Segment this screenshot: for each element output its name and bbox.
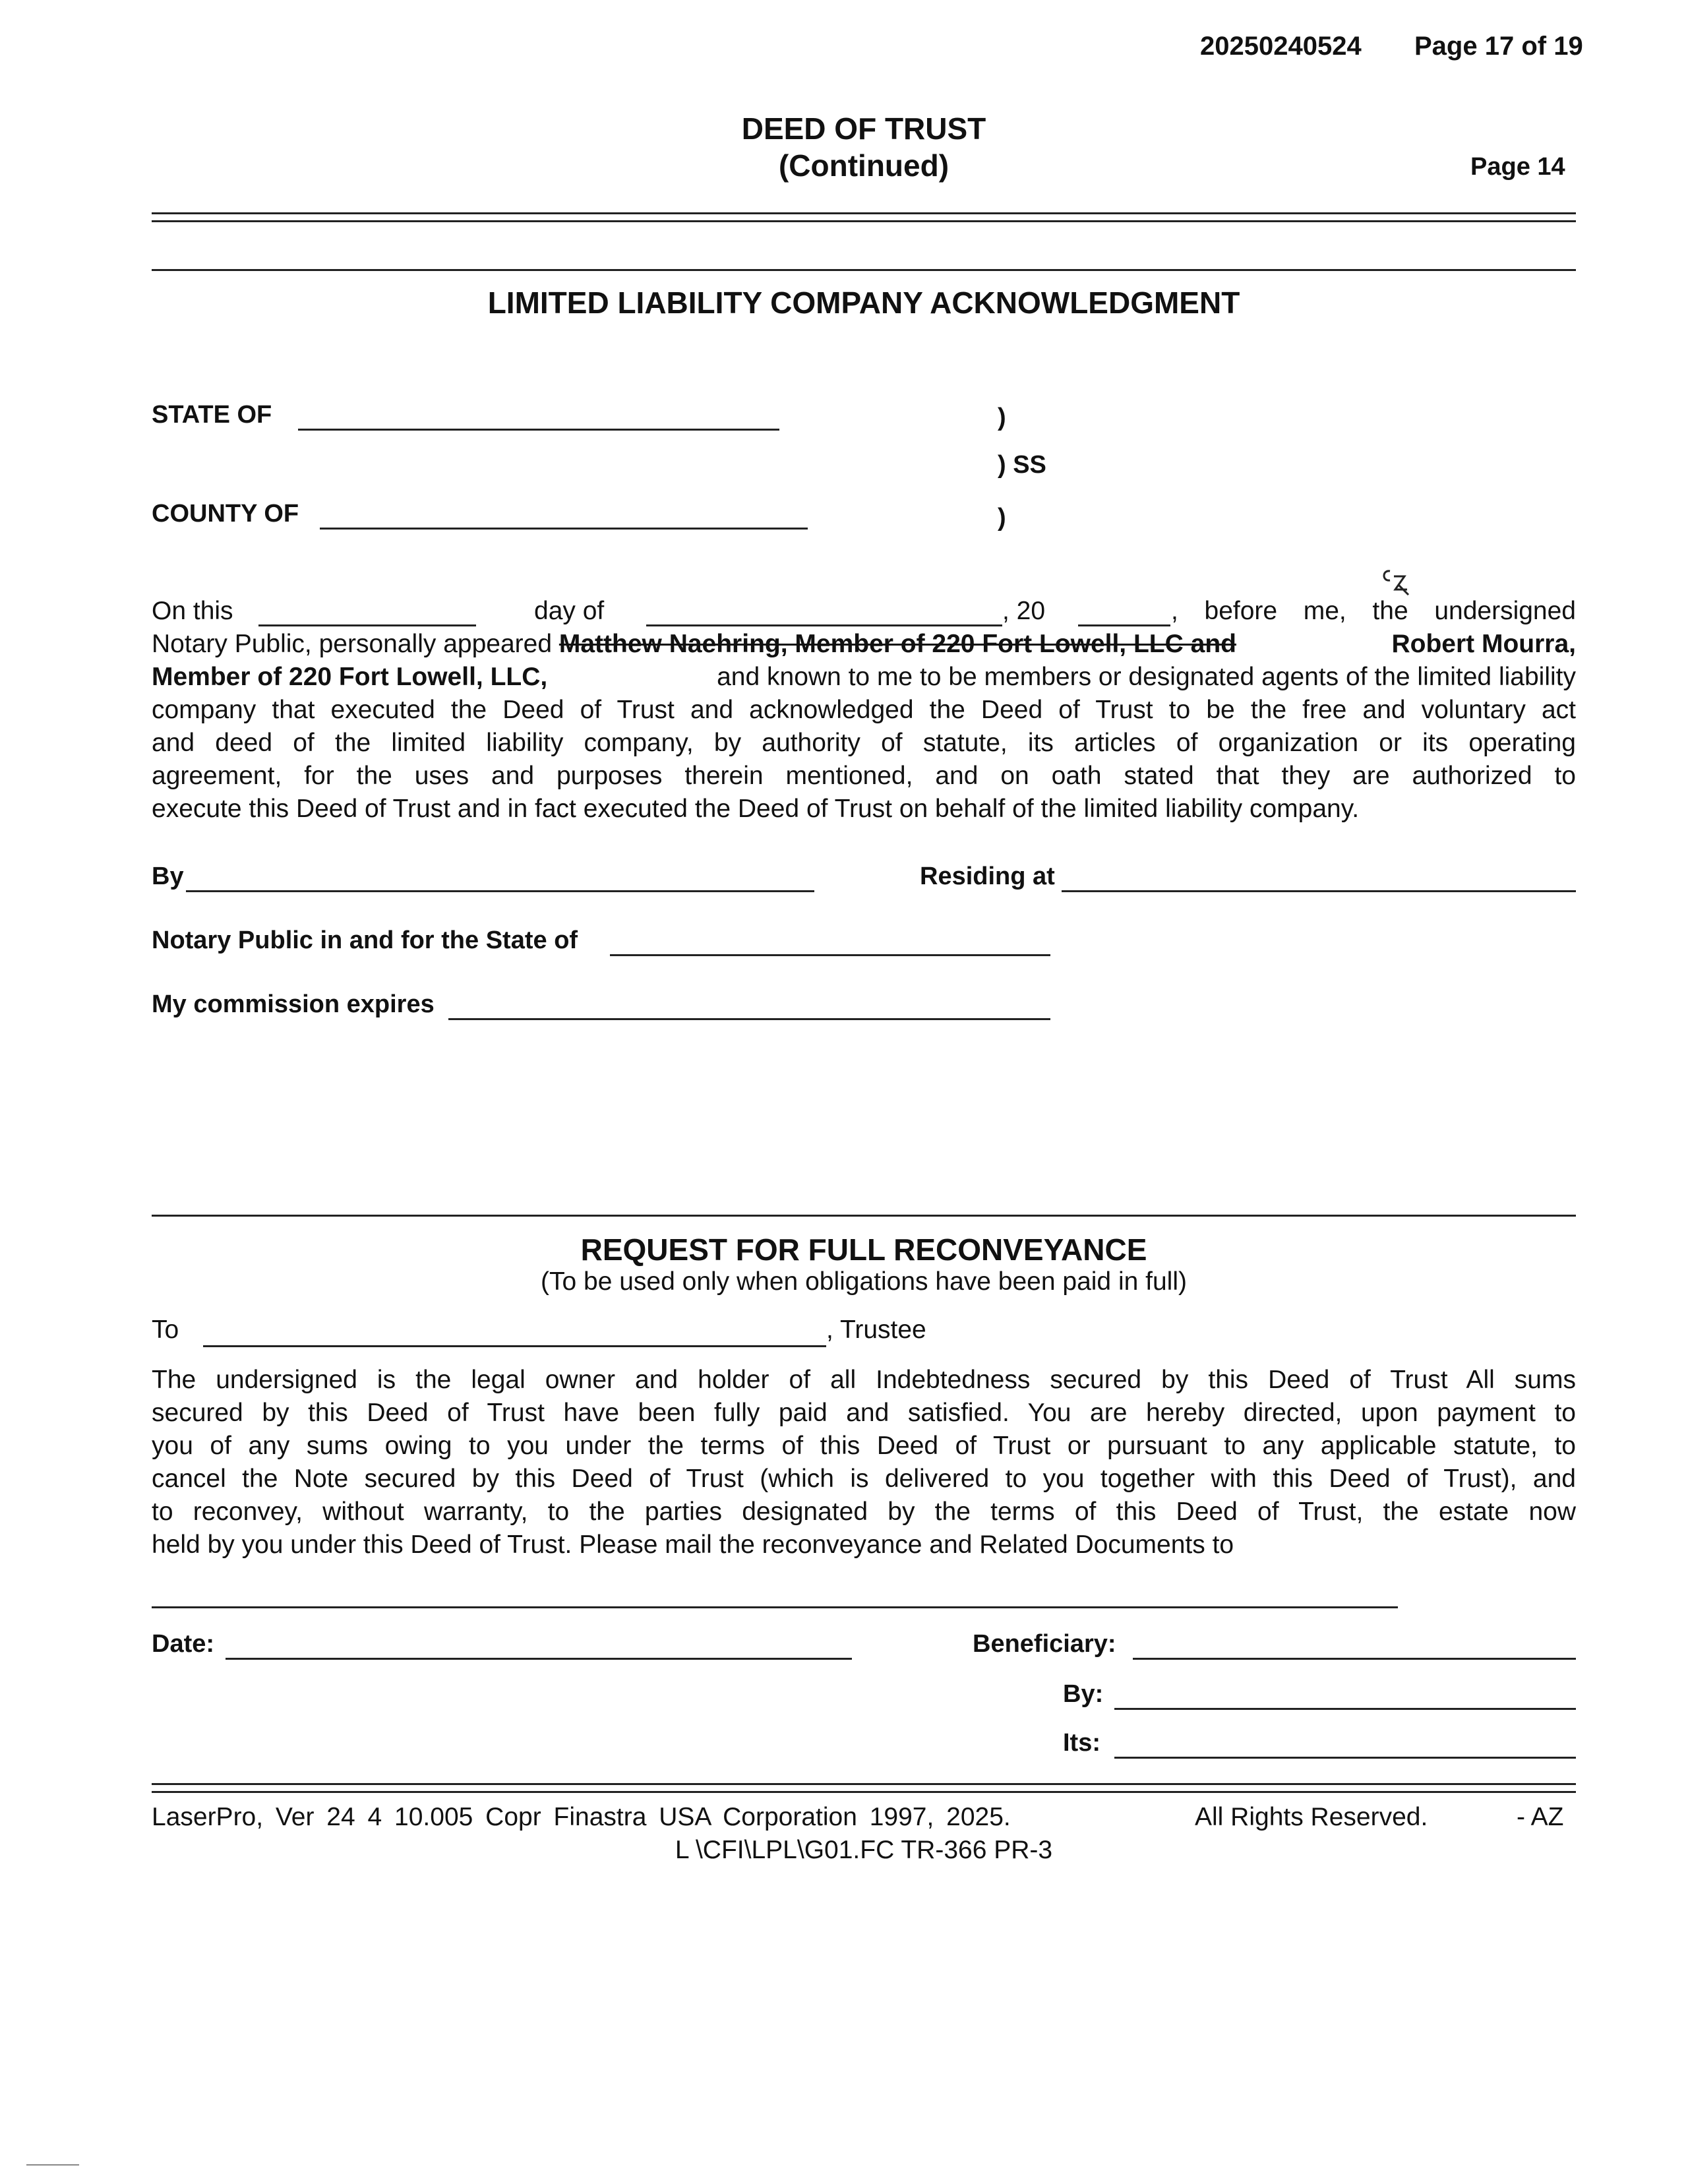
ack-line-2: [152, 628, 1576, 661]
footer-divider-top: [152, 1783, 1576, 1785]
personally-appeared-text: Notary Public, personally appeared: [152, 630, 553, 658]
date-label: Date:: [152, 1630, 215, 1658]
to-label: To: [152, 1316, 179, 1344]
paragraph-line: secured by this Deed of Trust have been fully paid and satisfied. You are hereby directed, upon payment to: [152, 1399, 1576, 1427]
footer-form-path: L \CFI\LPL\G01.FC TR-366 PR-3: [675, 1836, 1053, 1864]
ack-line-3: [152, 661, 1576, 694]
paren-bottom: ): [998, 504, 1006, 531]
struck-party: Matthew Naehring, Member of 220 Fort Lowell, LLC and: [558, 630, 1236, 658]
ack-paragraph: [152, 694, 1576, 826]
reconveyance-heading: REQUEST FOR FULL RECONVEYANCE: [580, 1232, 1147, 1267]
beneficiary-by-field[interactable]: [1114, 1708, 1576, 1710]
state-of-label: STATE OF: [152, 401, 272, 429]
state-of-field[interactable]: [298, 429, 779, 431]
on-this-label: On this: [152, 597, 233, 625]
commission-expires-label: My commission expires: [152, 990, 435, 1018]
paren-top: ): [998, 404, 1006, 431]
before-me-text: , before me, the undersigned: [1171, 597, 1576, 625]
reconveyance-divider: [152, 1215, 1576, 1217]
residing-at-field[interactable]: [1062, 890, 1576, 892]
beneficiary-label: Beneficiary:: [973, 1630, 1116, 1658]
header-divider-bottom: [152, 220, 1576, 222]
on-this-day-field[interactable]: [258, 624, 476, 626]
header-divider-top: [152, 212, 1576, 214]
footer-rights: All Rights Reserved.: [1195, 1803, 1428, 1831]
county-of-field[interactable]: [320, 528, 808, 530]
beneficiary-by-label: By:: [1063, 1680, 1104, 1708]
year-prefix: , 20: [1002, 597, 1046, 625]
day-of-month-field[interactable]: [646, 624, 1002, 626]
notary-state-field[interactable]: [610, 954, 1050, 956]
trustee-label: , Trustee: [826, 1316, 926, 1344]
footer-state: - AZ: [1517, 1803, 1564, 1831]
paragraph-line: and deed of the limited liability company, by authority of statute, its articles of organization or its operating: [152, 729, 1576, 757]
by-signature-field[interactable]: [186, 890, 814, 892]
paragraph-line: company that executed the Deed of Trust and acknowledged the Deed of Trust to be the free and voluntary act: [152, 696, 1576, 724]
paragraph-line: held by you under this Deed of Trust. Please mail the reconveyance and Related Documents to: [152, 1531, 1234, 1559]
year-field[interactable]: [1078, 624, 1170, 626]
footer-copyright: LaserPro, Ver 24 4 10.005 Copr Finastra USA Corporation 1997, 2025.: [152, 1803, 1011, 1831]
footer-divider-bottom: [152, 1791, 1576, 1793]
date-field[interactable]: [226, 1658, 852, 1660]
county-of-label: COUNTY OF: [152, 500, 299, 528]
mail-to-field[interactable]: [152, 1606, 1398, 1608]
commission-expires-field[interactable]: [448, 1018, 1050, 1020]
paragraph-line: to reconvey, without warranty, to the parties designated by the terms of this Deed of Trust, the estate now: [152, 1498, 1576, 1526]
trustee-field[interactable]: [203, 1345, 826, 1347]
known-to-me-text: and known to me to be members or designated agents of the limited liability: [717, 663, 1576, 691]
document-subtitle: (Continued): [778, 148, 950, 183]
day-of-label: day of: [534, 597, 605, 625]
page-label: Page 14: [1470, 153, 1565, 181]
residing-at-label: Residing at: [920, 863, 1055, 890]
paragraph-line: you of any sums owing to you under the terms of this Deed of Trust or pursuant to any applicable statute, to: [152, 1432, 1576, 1460]
document-number: 20250240524: [1200, 32, 1362, 61]
page-of-indicator: Page 17 of 19: [1414, 32, 1583, 61]
member-name: Robert Mourra,: [1391, 630, 1576, 658]
by-label: By: [152, 863, 184, 890]
its-label: Its:: [1063, 1729, 1100, 1757]
paragraph-line: The undersigned is the legal owner and holder of all Indebtedness secured by this Deed of Trust All sums: [152, 1366, 1576, 1394]
ss-label: ) SS: [998, 451, 1046, 479]
reconveyance-subheading: (To be used only when obligations have been paid in full): [541, 1267, 1187, 1296]
beneficiary-field[interactable]: [1133, 1658, 1576, 1660]
paragraph-line: cancel the Note secured by this Deed of Trust (which is delivered to you together with this Deed of Trust), and: [152, 1465, 1576, 1493]
llc-ack-heading: LIMITED LIABILITY COMPANY ACKNOWLEDGMENT: [487, 286, 1240, 320]
paragraph-line: agreement, for the uses and purposes therein mentioned, and on oath stated that they are authorized to: [152, 762, 1576, 790]
ack-line-1: [152, 595, 1576, 628]
member-company: Member of 220 Fort Lowell, LLC,: [152, 663, 548, 691]
scan-artifact: [26, 2164, 79, 2166]
paragraph-line: execute this Deed of Trust and in fact executed the Deed of Trust on behalf of the limited liability company.: [152, 795, 1360, 823]
notary-state-label: Notary Public in and for the State of: [152, 926, 578, 954]
document-title: DEED OF TRUST: [741, 111, 986, 146]
its-field[interactable]: [1114, 1757, 1576, 1759]
reconveyance-paragraph: [152, 1364, 1576, 1562]
section-divider: [152, 269, 1576, 271]
